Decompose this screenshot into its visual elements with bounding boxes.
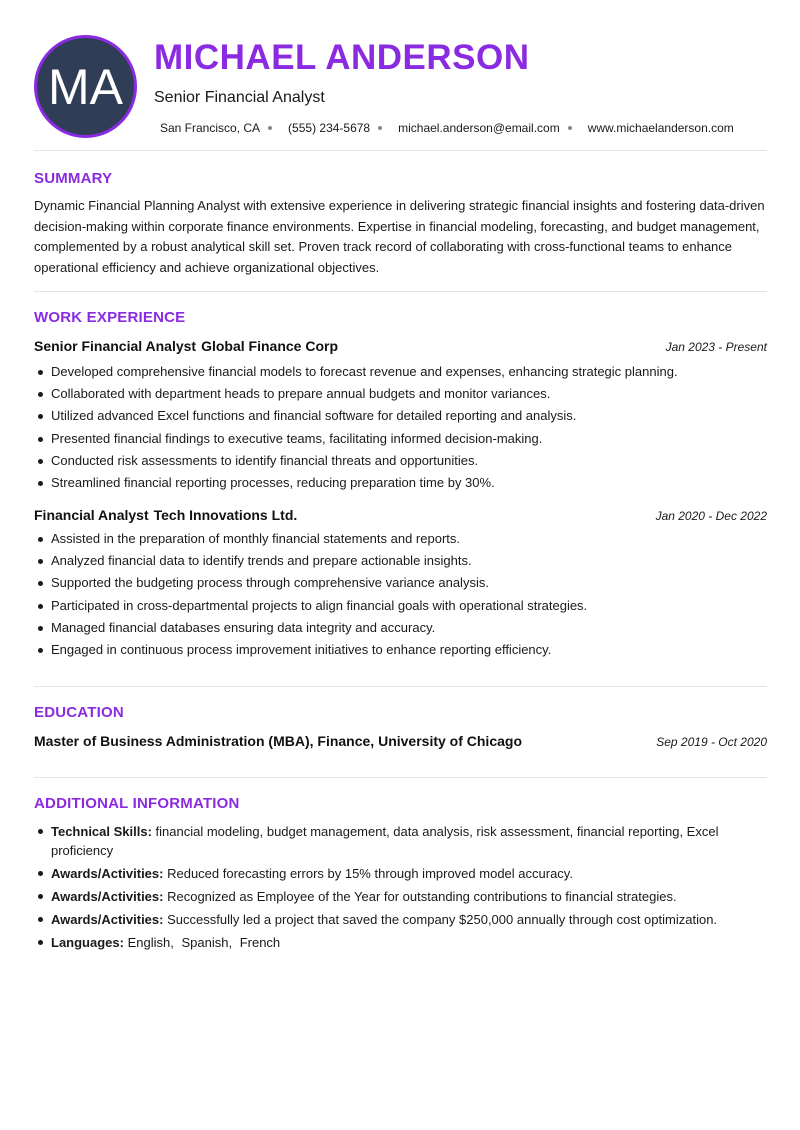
additional-info-list xyxy=(34,822,767,956)
languages-item xyxy=(34,933,767,952)
info-item xyxy=(34,910,767,929)
work-experience-heading: WORK EXPERIENCE xyxy=(34,309,186,326)
job-bullet-list xyxy=(34,528,767,661)
language: Spanish, xyxy=(181,935,233,950)
job-bullet: Collaborated with department heads to prepare annual budgets and monitor variances. xyxy=(34,383,767,405)
separator-dot xyxy=(378,126,382,130)
job-bullet: Engaged in continuous process improvement initiatives to enhance reporting efficiency. xyxy=(34,639,767,661)
info-label: Awards/Activities: xyxy=(51,866,164,881)
job-position: Financial Analyst xyxy=(34,507,149,523)
job-bullet: Presented financial findings to executive teams, facilitating informed decision-making. xyxy=(34,428,767,450)
language: English, xyxy=(127,935,174,950)
avatar xyxy=(34,35,137,138)
divider xyxy=(34,291,767,292)
job-bullet: Analyzed financial data to identify trends and prepare actionable insights. xyxy=(34,550,767,572)
job-bullet: Utilized advanced Excel functions and financial software for detailed reporting and analysis. xyxy=(34,405,767,427)
job-position: Senior Financial Analyst xyxy=(34,338,197,354)
avatar-initials: MA xyxy=(48,58,123,115)
job-bullet: Participated in cross-departmental projects to align financial goals with operational strategies. xyxy=(34,595,767,617)
job-bullet: Supported the budgeting process through comprehensive variance analysis. xyxy=(34,572,767,594)
job-company: Global Finance Corp xyxy=(201,338,338,354)
education-heading: EDUCATION xyxy=(34,704,124,721)
separator-dot xyxy=(268,126,272,130)
job-bullet: Developed comprehensive financial models to forecast revenue and expenses, enhancing strategic planning. xyxy=(34,361,767,383)
contact-website: www.michaelanderson.com xyxy=(587,121,734,135)
job-bullet: Conducted risk assessments to identify financial threats and opportunities. xyxy=(34,450,767,472)
info-label: Awards/Activities: xyxy=(51,912,164,927)
education-dates: Sep 2019 - Oct 2020 xyxy=(656,735,767,749)
additional-info-heading: ADDITIONAL INFORMATION xyxy=(34,795,240,812)
languages-label: Languages: xyxy=(51,935,124,950)
summary-heading: SUMMARY xyxy=(34,170,113,187)
divider xyxy=(34,777,767,778)
contact-location: San Francisco, CA xyxy=(160,121,261,135)
info-text: financial modeling, budget management, data analysis, risk assessment, financial reporting, Excel proficiency xyxy=(51,824,719,858)
contact-phone: (555) 234-5678 xyxy=(288,121,371,135)
info-text: Recognized as Employee of the Year for outstanding contributions to financial strategies. xyxy=(167,889,677,904)
contact-row xyxy=(160,121,734,135)
language: French xyxy=(239,935,281,950)
info-label: Technical Skills: xyxy=(51,824,152,839)
info-label: Awards/Activities: xyxy=(51,889,164,904)
summary-text: Dynamic Financial Planning Analyst with extensive experience in delivering strategic financial insights and fostering data-driven decision-making within corporate finance environments. Expertise in financial modeling, forecasting, and budget management, complemented by a robust analytical skill set. Proven track record of collaborating with cross-functional teams to enhance operational efficiency and achieve organizational objectives. xyxy=(34,198,765,275)
candidate-name: MICHAEL ANDERSON xyxy=(154,38,530,77)
info-text: Successfully led a project that saved the company $250,000 annually through cost optimization. xyxy=(167,912,718,927)
candidate-role: Senior Financial Analyst xyxy=(154,89,325,106)
education-degree: Master of Business Administration (MBA), Finance, University of Chicago xyxy=(34,733,522,749)
divider xyxy=(34,150,767,151)
education-entry xyxy=(34,733,767,749)
divider xyxy=(34,686,767,687)
job-company: Tech Innovations Ltd. xyxy=(153,507,298,523)
job-dates: Jan 2023 - Present xyxy=(665,340,767,354)
contact-email: michael.anderson@email.com xyxy=(398,121,560,135)
job-header xyxy=(34,507,767,523)
job-title xyxy=(34,507,297,523)
job-bullet: Streamlined financial reporting processes, reducing preparation time by 30%. xyxy=(34,472,767,494)
separator-dot xyxy=(568,126,572,130)
info-item xyxy=(34,864,767,883)
job-bullet: Managed financial databases ensuring data integrity and accuracy. xyxy=(34,617,767,639)
job-title xyxy=(34,338,338,354)
info-item xyxy=(34,887,767,906)
job-header xyxy=(34,338,767,354)
job-bullet: Assisted in the preparation of monthly financial statements and reports. xyxy=(34,528,767,550)
job-dates: Jan 2020 - Dec 2022 xyxy=(655,509,767,523)
info-item xyxy=(34,822,767,860)
job-bullet-list xyxy=(34,361,767,494)
info-text: Reduced forecasting errors by 15% through improved model accuracy. xyxy=(167,866,573,881)
